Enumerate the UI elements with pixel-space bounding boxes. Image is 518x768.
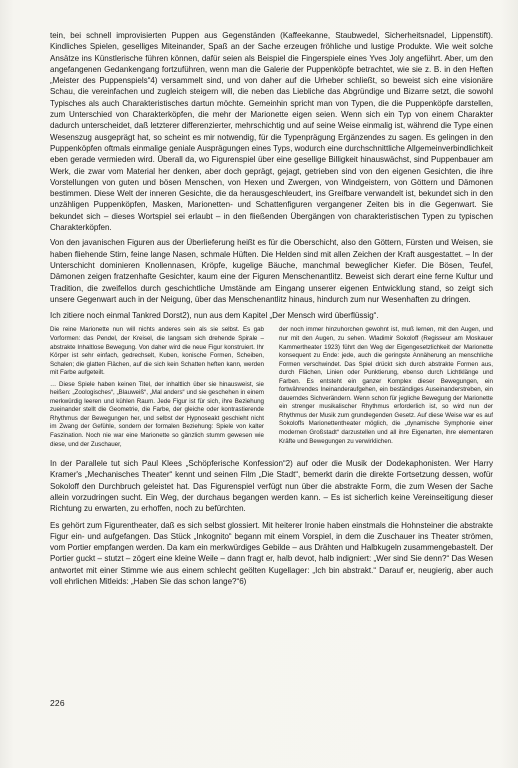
main-text — [50, 30, 493, 592]
quotation-block — [50, 326, 493, 452]
paragraph: Von den javanischen Figuren aus der Überlieferung heißt es für die Oberschicht, also den Göttern, Fürsten und Weisen, sie haben fliehende Stirn, feine lange Nasen, schmale Hüften. Die Helden sind mit allen Zeichen der Kraft ausgestattet. – In der Unterschicht dominieren Knollennasen, Kröpfe, kugelige Bäuche, manchmal beweglicher Kiefer. Die Bösen, Teufel, Dämonen zeigen fratzenhafte Gesichter, kaum eine der Figuren Menschenantlitz. Beweist sich derart eine ferne Kultur und Tradition, die zweifellos durch geschichtliche Umstände am Eingang unserer eigenen Entwicklung stand, so zeigt sich unsere Gegenwart auch in der Neigung, über das Menschenantlitz hinaus, hindurch zum nur Wesenhaften zu dringen. — [50, 238, 493, 304]
paragraph: tein, bei schnell improvisierten Puppen aus Gegenständen (Kaffeekanne, Staubwedel, Sicherheitsnadel, Lippenstift). Kindliches Spielen, geselliges Miteinander, Spaß an der Sache erzeugen fröhliche und lustige Produkte. Wie weit solche Ansätze ins Künstlerische führen können, dafür seien als Beispiel die Fingerspiele eines Yves Joly angeführt. Aber, um den angefangenen Gedankengang fortzuführen, wenn man die Galerie der Puppenköpfe betrachtet, wie sie z. B. in den Heften „Meister des Puppenspiels“4) versammelt sind, und von daher auf die Urheber schließt, so beweist sich eine visionäre Schau, die vereinfachen und zugleich steigern will, die neben das Liebliche das Abgründige und Bizarre setzt, die sowohl Typisches als auch Charakteristisches dartun möchte. Gemeinhin spricht man von Typen, die die Puppenköpfe darstellen, zum Unterschied von Charakterköpfen, die mehr der Marionette eigen seien. Wenn sich ein Typ von einem Charakter dadurch unterscheidet, daß letzterer differenzierter, mehrschichtig und auf seine Weise einmalig ist, während die Type einen Wesenszug ausgeprägt hat, so scheint es mir notwendig, für die Typenprägung Ergänzendes zu sagen. Es gelingen in den Puppenköpfen oftmals einmalige geniale Ausprägungen eines Typs, wodurch eine durchschnittliche Allgemeinverbindlichkeit eben gerade vermieden wird. Überall da, wo Figurenspiel über eine gesellige Billigkeit hinauswächst, sind Puppenbauer am Werk, die zwar vom Material her denken, aber doch geprägt, gejagt, getrieben sind von den eigenen Gesichten, die ihre Vorstellungen von guten und bösen Menschen, von Hexen und Zwergen, von Windgeistern, von Göttern und Dämonen bestimmen. Diese Welt der inneren Gesichte, die da herausgeschleudert, ins Greifbare verwandelt ist, bekundet sich in den unzähligen Puppenköpfen, Masken, Marionetten- und Schattenfiguren vergangener Zeiten bis in die Gegenwart. Sie bekundet sich – dieses Wortspiel sei erlaubt – in den fließenden Übergängen von charakteristischen Typen zu typischen Charakterköpfen. — [50, 31, 493, 233]
paragraph: Es gehört zum Figurentheater, daß es sich selbst glossiert. Mit heiterer Ironie haben einstmals die Hohnsteiner die abstrakte Figur ein- und aufgefangen. Das Stück „Inkognito“ begann mit einem Vorspiel, in dem die Zuschauer ins Theater strömen, vom Portier empfangen werden. Da kam ein merkwürdiges Gebilde – aus Drähten und Halbkugeln zusammengebastelt. Der Portier guckt – stutzt – zögert eine kleine Weile – dann fragt er, halb devot, halb indigniert: „Wer sind Sie denn?“ Das Wesen antwortet mit einer Stimme wie aus einem schlecht geölten Kugellager: „Ich bin abstrakt.“ Darauf er, neugierig, aber auch voll ehrlichen Mitleids: „Haben Sie das schon lange?“6) — [50, 520, 493, 587]
quote-paragraph: … Diese Spiele haben keinen Titel, der inhaltlich über sie hinausweist, sie heißen: „Zoologisches“, „Blauweiß“, „Mal anders“ und sie geschehen in einem merkwürdig leeren und kühlen Raum. Jede Figur ist für sich, ihre Beziehung zueinander stellt die Geometrie, die Farbe, der gleiche oder kontrastierende Rhythmus der Bewegungen her, und selbst der Hypnoseakt geschieht nicht im Zwang der Gefühle, sondern der formalen Beziehung: Spiele von kalter Faszination. Noch nie war eine Marionette so gänzlich stumm gewesen wie diese, und der Zuschauer, — [50, 380, 264, 448]
quote-paragraph: der noch immer hinzuhorchen gewohnt ist, muß lernen, mit den Augen, und nur mit den Augen, zu sehen. Wladimir Sokoloff (Regisseur am Moskauer Kammertheater 1923) führt den Weg der Eigengesetzlichkeit der Marionette konsequent zu Ende: jede, auch die geringste Annäherung an menschliche Formen verschwindet. Das Spiel drückt sich durch abstrakte Formen aus, durch Flächen, Linien oder Punktierung, ebenso durch Lichtklänge und Farben. Es entsteht ein ganzer Komplex dieser Bewegungen, ein fortwährendes Ineinanderaufgehen, ein beständiges Auseinanderstreben, ein dauerndes Sichverändern. Wenn schon für jegliche Bewegung der Marionette ein strenger musikalischer Rhythmus erforderlich ist, so wird nun der Rhythmus der Musik zum grundlegenden Gesetz. Auf diese Weise war es auf Sokoloffs Marionettentheater möglich, die „dynamische Symphonie einer modernen Großstadt“ darzustellen und all ihre Eigenarten, ihre elementaren Kräfte und Bewegungen zu verwirklichen. — [279, 326, 493, 445]
page-number: 226 — [50, 698, 65, 708]
paragraph: Ich zitiere noch einmal Tankred Dorst2), nun aus dem Kapitel „Der Mensch wird überflüssig“. — [50, 311, 379, 321]
quote-paragraph: Die reine Marionette nun will nichts anderes sein als sie selbst. Es gab Vorformen: das Pendel, der Kreisel, die langsam sich drehende Spirale – abstrakte Inhaltlose Bewegung. Von daher wird die neue Figur konstruiert. Ihr Körper ist sehr einfach, gedrechselt, Kuben, konische Formen, Scheiben, Schalen; die glatten Flächen, auf die sich kein Schatten heften kann, werden mit Farbe aufgeteilt. — [50, 326, 264, 377]
quotation-column-right — [279, 326, 493, 452]
quotation-column-left — [50, 326, 264, 452]
paragraph: In der Parallele tut sich Paul Klees „Schöpferische Konfession“2) auf oder die Musik der Dodekaphonisten. Wer Harry Kramer's „Mechanisches Theater“ kennt und seinen Film „Die Stadt“, bemerkt darin die direkte Fortsetzung dessen, wofür Sokoloff den Durchbruch geleistet hat. Das Figurenspiel verfügt nun über die abstrakte Form, die zum Wesen der Sache allein vorzudringen sucht. Ein Weg, der durchaus begangen werden kann. – Es ist sicherlich keine Vereinseitigung dieser Richtung zu erwarten, zu erhoffen, noch zu befürchten. — [50, 459, 493, 514]
